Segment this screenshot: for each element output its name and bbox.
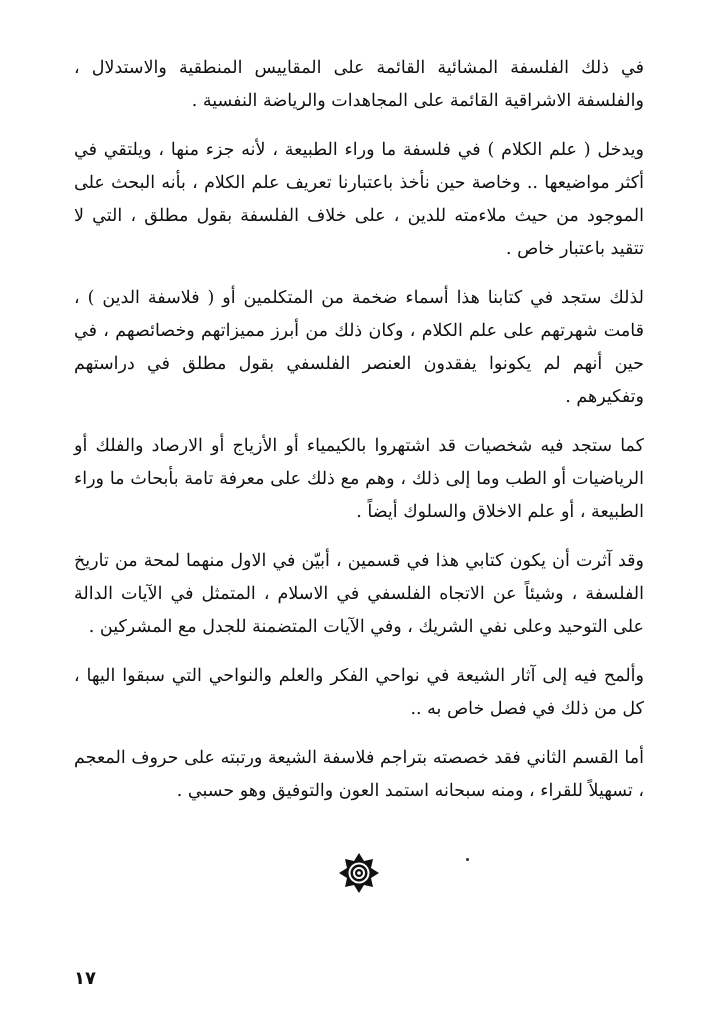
page-number: ١٧: [74, 968, 96, 989]
paragraph-2: ويدخل ( علم الكلام ) في فلسفة ما وراء الطبيعة ، لأنه جزء منها ، ويلتقي في أكثر مواضيعها .. وخاصة حين نأخذ باعتبارنا تعريف علم الكلام ، بأنه البحث على الموجود من حيث ملاءمته للدين ، على خلاف الفلسفة بقول مطلق ، التي لا تتقيد باعتبار خاص .: [74, 140, 644, 259]
page-body: [74, 52, 644, 824]
eight-point-star-ornament-icon: [338, 852, 380, 894]
paragraph-6: وألمح فيه إلى آثار الشيعة في نواحي الفكر والعلم والنواحي التي سبقوا اليها ، كل من ذلك في فصل خاص به ..: [74, 666, 644, 719]
paragraph-5: وقد آثرت أن يكون كتابي هذا في قسمين ، أبيّن في الاول منهما لمحة من تاريخ الفلسفة ، وشيئاً عن الاتجاه الفلسفي في الاسلام ، المتمثل في الآيات الدالة على التوحيد وعلى نفي الشريك ، وفي الآيات المتضمنة للجدل مع المشركين .: [74, 551, 644, 637]
paragraph-1: في ذلك الفلسفة المشائية القائمة على المقاييس المنطقية والاستدلال ، والفلسفة الاشراقية القائمة على المجاهدات والرياضة النفسية .: [74, 58, 644, 111]
paragraph-3: لذلك ستجد في كتابنا هذا أسماء ضخمة من المتكلمين أو ( فلاسفة الدين ) ، قامت شهرتهم على علم الكلام ، وكان ذلك من أبرز مميزاتهم وخصائصهم ، في حين أنهم لم يكونوا يفقدون العنصر الفلسفي بقول مطلق في دراستهم وتفكيرهم .: [74, 288, 644, 407]
paragraph-4: كما ستجد فيه شخصيات قد اشتهروا بالكيمياء أو الأزياج أو الارصاد والفلك أو الرياضيات أو الطب وما إلى ذلك ، وهم مع ذلك على معرفة تامة بأبحاث ما وراء الطبيعة ، أو علم الاخلاق والسلوك أيضاً .: [74, 436, 644, 522]
stray-dot: [466, 858, 469, 861]
paragraph-7: أما القسم الثاني فقد خصصته بتراجم فلاسفة الشيعة ورتبته على حروف المعجم ، تسهيلاً للقراء ، ومنه سبحانه استمد العون والتوفيق وهو حسبي .: [74, 748, 644, 801]
